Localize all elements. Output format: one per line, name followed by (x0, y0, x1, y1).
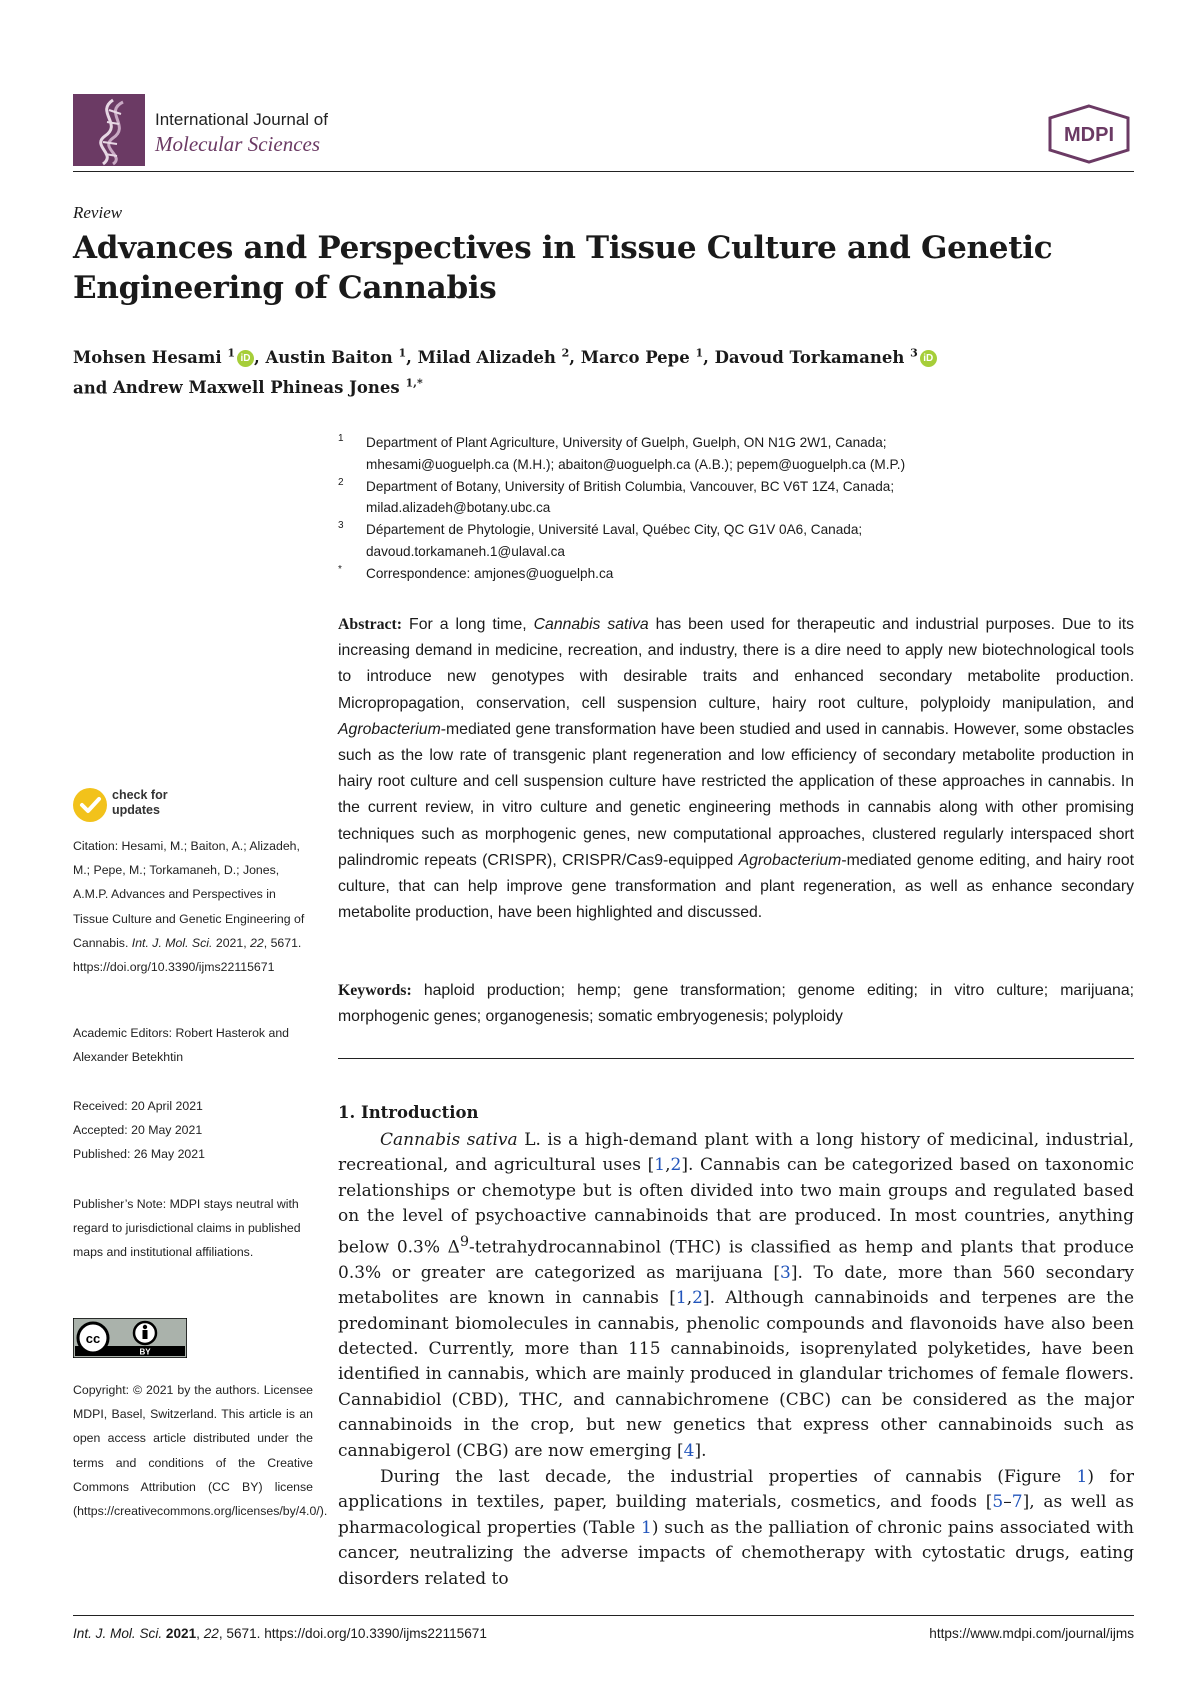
author-affiliation-marker: 2 (561, 346, 570, 359)
author-name[interactable]: Marco Pepe $^1$ (580, 346, 704, 367)
affiliation-number: * (338, 563, 342, 575)
cc-by-license-icon[interactable] (73, 1318, 187, 1358)
article-title: Advances and Perspectives in Tissue Culture and Genetic Engineering of Cannabis (73, 230, 1053, 306)
journal-name-line2: Molecular Sciences (155, 132, 321, 156)
footer-divider (73, 1615, 1134, 1616)
author-name[interactable]: Austin Baiton $^1$ (265, 346, 407, 367)
sidebar-editors (73, 1021, 313, 1069)
keywords-text: haploid production; hemp; gene transformation; genome editing; in vitro culture; marijuana; morphogenic genes; organogenesis; somatic embryogenesis; polyploidy (338, 982, 1135, 1026)
citation-text: Hesami, M.; Baiton, A.; Alizadeh, M.; Pepe, M.; Torkamaneh, D.; Jones, A.M.P. Advances and Perspectives in Tissue Culture and Genetic Engineering of Cannabis. Int. J. Mol. Sci. 2021, 22, 5671. https://doi.org/10.3390/ijms22115671 (73, 839, 305, 975)
author-name[interactable]: Mohsen Hesami $^1$ (73, 346, 235, 367)
author-conjunction: and (73, 378, 113, 397)
date-received: Received: 20 April 2021 (73, 1099, 203, 1113)
affiliations (338, 432, 1138, 585)
mdpi-logo[interactable] (1046, 104, 1132, 164)
author-name[interactable]: Davoud Torkamaneh $^3$ (714, 346, 918, 367)
affiliation-number: 3 (338, 520, 344, 532)
journal-logo-icon (73, 94, 145, 166)
affiliation-item (338, 476, 1138, 520)
mdpi-logo-text: MDPI (1064, 124, 1114, 146)
keywords-label: Keywords: (338, 982, 412, 999)
publisher-note-text: MDPI stays neutral with regard to jurisdictional claims in published maps and institutional affiliations. (73, 1197, 301, 1260)
affiliation-item (338, 432, 1138, 476)
journal-name (155, 108, 328, 156)
author-affiliation-marker: 1 (695, 346, 704, 359)
affiliation-line: Department of Plant Agriculture, University of Guelph, Guelph, ON N1G 2W1, Canada; (366, 435, 887, 450)
journal-name-line1: International Journal of (155, 110, 328, 129)
body-paragraph-1: Cannabis sativa L. is a high-demand plant with a long history of medicinal, industrial, recreational, and agricultural uses [1,2]. Cannabis can be categorized based on taxonomic relationships or chemotype but is often divided into two main groups and regulated based on the level of psychoactive cannabinoids that are produced. In most countries, anything below 0.3% $\Delta^9$-tetrahydrocannabinol (THC) is classified as hemp and plants that produce 0.3% or greater are categorized as marijuana [3]. To date, more than 560 secondary metabolites are known in cannabis [1,2]. Although cannabinoids and terpenes are the predominant biomolecules in cannabis, phenolic compounds and flavonoids have also been detected. Currently, more than 115 cannabinoids, isoprenylated polyketides, have been identified in cannabis, which are mainly produced in glandular trichomes of female flowers. Cannabidiol (CBD), THC, and cannabichromene (CBC) can be considered as the major cannabinoids in the crop, but new genetics that express other cannabinoids such as cannabigerol (CBG) are now emerging [4]. (338, 1130, 1134, 1461)
svg-text:BY: BY (139, 1347, 151, 1357)
affiliation-line: Département de Phytologie, Université Laval, Québec City, QC G1V 0A6, Canada; (366, 522, 863, 538)
affiliation-line: milad.alizadeh@botany.ubc.ca (366, 500, 551, 516)
editors-names: Robert Hasterok and Alexander Betekhtin (73, 1026, 289, 1065)
abstract-text: For a long time, Cannabis sativa has been used for therapeutic and industrial purposes. Due to its increasing demand in medicine, recreation, and industry, there is a dire need to apply new biotechnological tools to introduce new genotypes with desirable traits and enhanced secondary metabolite production. Micropropagation, conservation, cell suspension culture, hairy root culture, polyploidy manipulation, and Agrobacterium-mediated gene transformation have been studied and used in cannabis. However, some obstacles such as the low rate of transgenic plant regeneration and low efficiency of secondary metabolite production in hairy root culture and cell suspension culture have restricted the application of these approaches in cannabis. In the current review, in vitro culture and genetic engineering methods in cannabis along with other promising techniques such as morphogenic genes, new computational approaches, clustered regularly interspaced short palindromic repeats (CRISPR), CRISPR/Cas9-equipped Agrobacterium-mediated genome editing, and hairy root culture, that can help improve gene transformation and plant regeneration, as well as enhance secondary metabolite production, have been highlighted and discussed. (338, 616, 1135, 922)
citation-label: Citation: (73, 839, 119, 853)
date-published: Published: 26 May 2021 (73, 1147, 205, 1162)
keywords (338, 978, 1134, 1030)
author-name[interactable]: Milad Alizadeh $^2$ (417, 346, 570, 367)
abstract-label: Abstract: (338, 616, 403, 633)
affiliation-number: 1 (338, 433, 344, 444)
author-affiliation-marker: 3 (910, 346, 918, 359)
abstract (338, 612, 1134, 926)
section-heading-introduction: 1. Introduction (338, 1103, 479, 1122)
author-affiliation-marker: 1 (227, 346, 235, 359)
sidebar-publisher-note (73, 1192, 313, 1265)
author-affiliation-marker: 1,* (405, 376, 423, 390)
sidebar-copyright: Copyright: © 2021 by the authors. Licensee MDPI, Basel, Switzerland. This article is an open access article distributed under the terms and conditions of the Creative Commons Attribution (CC BY) license (https://creativecommons.org/licenses/by/4.0/). (73, 1383, 328, 1519)
affiliation-line: davoud.torkamaneh.1@ulaval.ca (366, 543, 565, 559)
footer-journal-url[interactable]: https://www.mdpi.com/journal/ijms (929, 1626, 1134, 1641)
orcid-icon[interactable]: iD (920, 350, 937, 367)
author-affiliation-marker: 1 (398, 346, 407, 359)
footer-citation[interactable]: Int. J. Mol. Sci. 2021, 22, 5671. https://doi.org/10.3390/ijms22115671 (73, 1626, 487, 1641)
affiliation-line: Department of Botany, University of British Columbia, Vancouver, BC V6T 1Z4, Canada; (366, 478, 895, 494)
affiliation-item (338, 563, 1138, 585)
sidebar-citation (73, 834, 313, 979)
header-divider (73, 171, 1134, 172)
date-accepted: Accepted: 20 May 2021 (73, 1123, 203, 1138)
check-for-updates-button[interactable] (73, 786, 183, 824)
svg-text:cc: cc (85, 1331, 101, 1346)
check-updates-label: check for updates (112, 788, 168, 817)
abstract-divider (338, 1058, 1134, 1059)
orcid-icon[interactable]: iD (237, 350, 254, 367)
editors-label: Academic Editors: (73, 1026, 173, 1040)
affiliation-item (338, 519, 1138, 563)
article-type: Review (73, 203, 123, 222)
author-list: Mohsen Hesami $^1$ iD , Austin Baiton $^1$, Milad Alizadeh $^2$, Marco Pepe $^1$, Davoud Torkamaneh $^3$ iD and Andrew Maxwell Phineas Jones $^{1,*}$ (73, 340, 1133, 401)
publisher-note-label: Publisher’s Note: (73, 1197, 167, 1211)
body-paragraph-2: During the last decade, the industrial properties of cannabis (Figure 1) for applications in textiles, paper, building materials, cosmetics, and foods [5–7], as well as pharmacological properties (Table 1) such as the palliation of chronic pains associated with cancer, neutralizing the adverse impacts of chemotherapy with cytostatic drugs, eating disorders related to (338, 1467, 1135, 1589)
sidebar-dates (73, 1094, 313, 1167)
author-name[interactable]: Andrew Maxwell Phineas Jones $^{1,*}$ (112, 376, 423, 397)
affiliation-line: mhesami@uoguelph.ca (M.H.); abaiton@uoguelph.ca (A.B.); pepem@uoguelph.ca (M.P.) (366, 456, 906, 472)
check-updates-icon (73, 788, 107, 822)
affiliation-number: 2 (338, 476, 344, 488)
affiliation-line: Correspondence: amjones@uoguelph.ca (366, 565, 614, 581)
